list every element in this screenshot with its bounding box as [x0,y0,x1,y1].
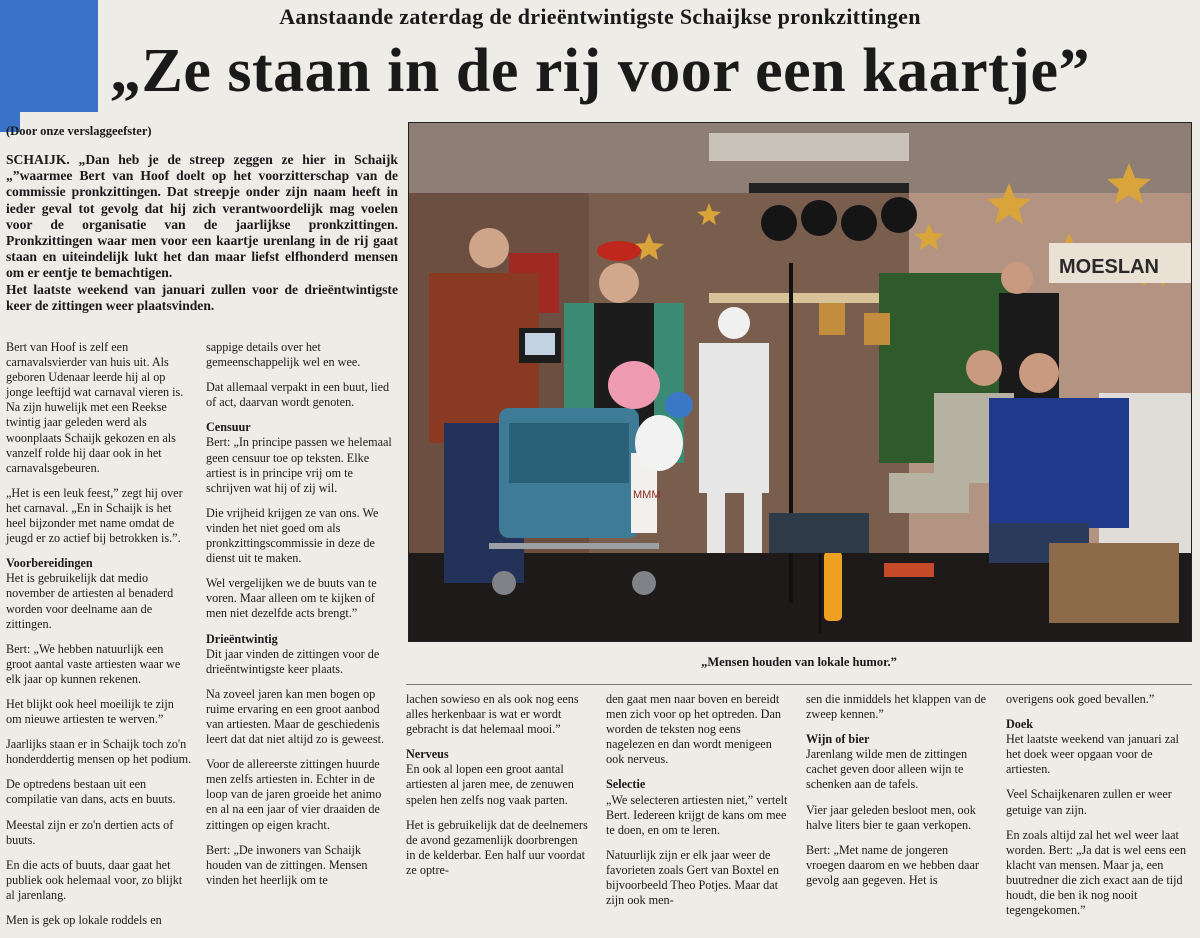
kicker-headline: Aanstaande zaterdag de drieëntwintigste Schaijkse pronkzittingen [279,4,921,29]
article-column-3 [406,692,590,888]
article-column-2 [206,340,392,898]
section-subheading: Wijn of bier [806,732,870,747]
article-paragraph: „We selecteren artiesten niet,” vertelt Bert. Iedereen krijgt de kans om mee te doen, en om te leren. [606,792,788,837]
article-paragraph: Bert van Hoof is zelf een carnavalsvierder van huis uit. Als geboren Udenaar leerde hij al op jonge leeftijd wat carnaval vieren is. Na zijn huwelijk met een Reekse twintig jaar geleden werd als woonplaats Schaijk gekozen en als vanzelf rolde hij daar ook in het carnavalsgebeuren. [6,340,184,475]
article-paragraph: Veel Schaijkenaren zullen er weer getuige van zijn. [1006,787,1172,817]
intro-text-1: SCHAIJK. „Dan heb je de streep zeggen ze hier in Schaijk „”waarmee Bert van Hoof doelt op het voorzitterschap van de commissie pronkzittingen. Dat streepje onder zijn naam heeft in ieder geval tot gevolg dat hij zich verantwoordelijk mag voelen voor de organisatie van de jaarlijkse pronkzittingen. Pronkzittingen waar men voor een kaartje urenlang in de rij gaat staan en uiteindelijk lukt het dan maar liefst elfhonderd mensen om er eentje te bemachtigen. [6,152,398,281]
article-paragraph: Vier jaar geleden besloot men, ook halve liters bier te gaan verkopen. [806,802,976,832]
article-paragraph: den gaat men naar boven en bereidt men zich voor op het optreden. Dan worden de teksten nog eens nagelezen en dan wordt menigeen ook nerveus. [606,692,781,767]
article-paragraph: sen die inmiddels het klappen van de zweep kennen.” [806,692,987,722]
article-paragraph: Jarenlang wilde men de zittingen cachet geven door alleen wijn te schenken aan de tafels. [806,747,968,792]
article-paragraph: Natuurlijk zijn er elk jaar weer de favorieten zoals Gert van Boxtel en bijvoorbeeld Theo Potjes. Maar dat zijn ook men- [606,847,779,908]
article-paragraph: En ook al lopen een groot aantal artiesten al jaren mee, de zenuwen spelen hen zelfs nog vaak parten. [406,762,574,807]
article-paragraph: Het is gebruikelijk dat medio november de artiesten al benaderd worden voor deelname aan de zittingen. [6,571,174,631]
article-paragraph: Dit jaar vinden de zittingen voor de drieëntwintigste keer plaats. [206,646,380,676]
pram-text: MMM [633,489,661,501]
article-paragraph: Het blijkt ook heel moeilijk te zijn om nieuwe artiesten te werven.” [6,696,174,727]
article-paragraph: Het is gebruikelijk dat de deelnemers de avond gezamenlijk doorbrengen in de kelderbar. Een half uur voordat ze optre- [406,817,588,877]
article-paragraph: Na zoveel jaren kan men bogen op ruime ervaring en een groot aanbod van artiesten. Maar de geschiedenis leert dat dat niet altijd zo is geweest. [206,686,385,747]
section-subheading: Voorbereidingen [6,556,93,571]
section-subheading: Drieëntwintig [206,631,278,646]
section-subheading: Doek [1006,717,1034,732]
article-paragraph: Die vrijheid krijgen ze van ons. We vinden het niet goed om als pronkzittingscommissie in deze de dienst uit te maken. [206,505,379,566]
byline: (Door onze verslaggeefster) [6,124,152,138]
article-paragraph: Bert: „De inwoners van Schaijk houden van de zittingen. Mensen vinden het heerlijk om te [206,842,368,887]
section-subheading: Censuur [206,420,251,435]
section-subheading: Selectie [606,777,646,792]
article-paragraph: Jaarlijks staan er in Schaijk toch zo'n honderddertig mensen op het podium. [6,737,192,767]
section-subheading: Nerveus [406,747,449,762]
article-column-6 [1006,692,1192,928]
article-column-5 [806,692,990,898]
column-top-rule [406,684,1192,685]
article-paragraph: Bert: „We hebben natuurlijk een groot aantal vaste artiesten waar we elk jaar op kunnen rekenen. [6,641,181,686]
article-paragraph: Dat allemaal verpakt in een buut, lied of act, daarvan wordt genoten. [206,380,390,410]
article-paragraph: „Het is een leuk feest,” zegt hij over het carnaval. „En in Schaijk is het heel bijzonder met name omdat de jeugd er zo actief bij betrokken is.”. [6,485,183,546]
stage-sign-text: MOESLAN [1059,256,1159,278]
article-paragraph: De optredens bestaan uit een compilatie van dans, acts en buuts. [6,777,176,807]
stage-photo-illustration [409,123,1191,641]
article-paragraph: En die acts of buuts, daar gaat het publiek ook helemaal voor, zo blijkt al jarenlang. [6,857,183,902]
article-paragraph: Men is gek op lokale roddels en [6,913,162,927]
article-column-1 [6,340,192,938]
intro-paragraph [6,152,398,314]
article-paragraph: overigens ook goed bevallen.” [1006,692,1155,706]
article-paragraph: Bert: „Met name de jongeren vroegen daarom en we hebben daar gevolg aan gegeven. Het is [806,842,979,887]
article-column-4 [606,692,790,918]
intro-text-2: Het laatste weekend van januari zullen voor de drieëntwintigste keer de zittingen weer plaatsvinden. [6,281,398,313]
article-paragraph: Wel vergelijken we de buuts van te voren. Maar alleen om te kijken of men niet dezelfde acts brengt.” [206,576,377,621]
stage-photo [408,122,1192,642]
main-headline: „Ze staan in de rij voor een kaartje” [110,37,1090,105]
article-paragraph: Meestal zijn er zo'n dertien acts of buuts. [6,817,174,847]
article-paragraph: Bert: „In principe passen we helemaal geen censuur toe op teksten. Elke artiest is in principe vrij om te schrijven wat hij of zij wil. [206,435,392,495]
photo-caption: „Mensen houden van lokale humor.” [701,655,897,669]
article-paragraph: En zoals altijd zal het wel weer laat worden. Bert: „Ja dat is wel eens een klacht van mensen. Maar ja, een buutredner die zich exact aan de tijd houdt, die ben ik nog nooit tegengekomen.” [1006,827,1187,918]
article-paragraph: lachen sowieso en als ook nog eens alles herkenbaar is wat er wordt gebracht is dat helemaal mooi.” [406,692,579,737]
article-paragraph: Het laatste weekend van januari zal het doek weer opgaan voor de artiesten. [1006,732,1179,777]
article-paragraph: sappige details over het gemeenschappelijk wel en wee. [206,340,361,370]
article-paragraph: Voor de allereerste zittingen huurde men zelfs artiesten in. Echter in de loop van de jaren groeide het animo en al na een jaar of vier draaiden de zittingen op eigen kracht. [206,757,382,832]
